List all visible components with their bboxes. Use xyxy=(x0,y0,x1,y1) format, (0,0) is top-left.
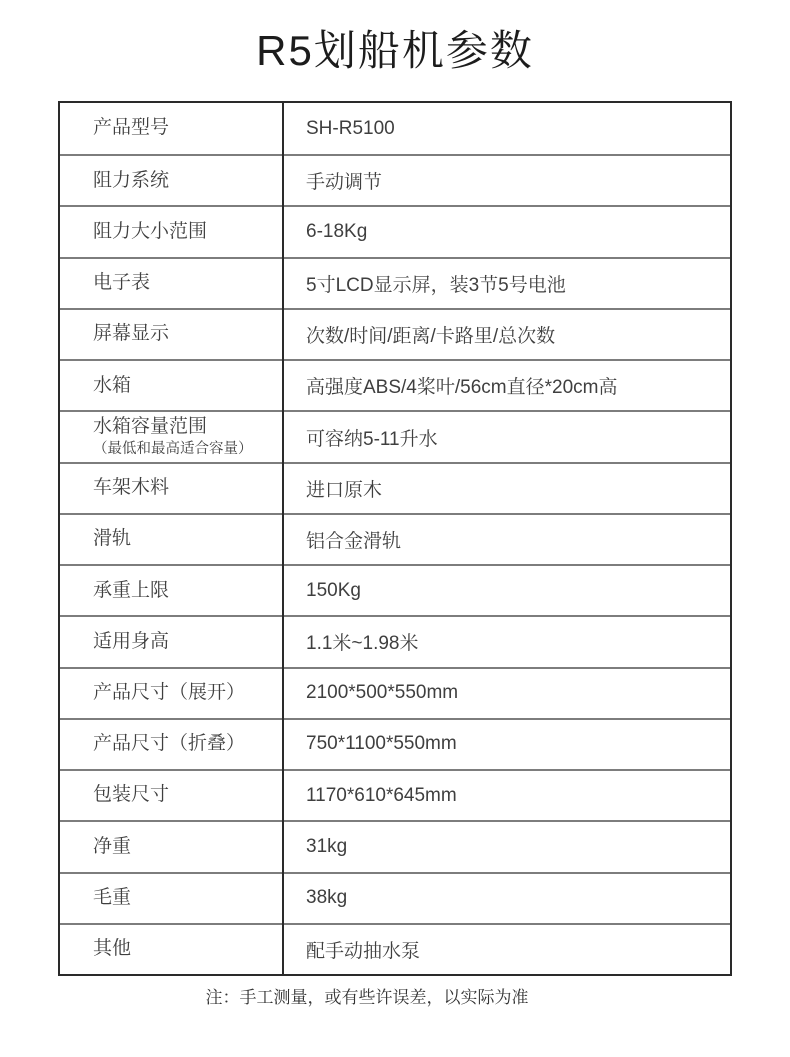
table-row xyxy=(60,308,730,359)
spec-value-cell: 5寸LCD显示屏，装3节5号电池 xyxy=(306,274,566,296)
spec-label-cell xyxy=(60,669,284,718)
table-row xyxy=(60,257,730,308)
table-row xyxy=(60,923,730,974)
spec-value-cell: SH-R5100 xyxy=(306,117,395,139)
table-row xyxy=(60,359,730,410)
spec-label-cell xyxy=(60,464,284,513)
spec-label-cell xyxy=(60,617,284,666)
spec-label: 产品尺寸（展开） xyxy=(93,681,246,703)
table-row xyxy=(60,410,730,461)
spec-table-rows xyxy=(60,103,730,974)
table-row xyxy=(60,667,730,718)
table-row xyxy=(60,205,730,256)
spec-label: 屏幕显示 xyxy=(93,323,170,345)
spec-value-cell: 2100*500*550mm xyxy=(306,682,459,704)
spec-value-cell: 进口原木 xyxy=(306,479,383,501)
table-row xyxy=(60,820,730,871)
spec-label: 其他 xyxy=(93,938,132,960)
spec-value-cell: 1170*610*645mm xyxy=(306,784,457,806)
table-row xyxy=(60,513,730,564)
spec-table xyxy=(58,101,732,976)
table-row xyxy=(60,462,730,513)
spec-label-cell xyxy=(60,412,284,461)
spec-value-cell: 1.1米~1.98米 xyxy=(306,633,419,655)
spec-label-cell xyxy=(60,720,284,769)
table-row xyxy=(60,615,730,666)
spec-label: 滑轨 xyxy=(93,528,132,550)
spec-value-cell: 手动调节 xyxy=(306,172,383,194)
spec-label-cell xyxy=(60,874,284,923)
spec-label: 包装尺寸 xyxy=(93,784,170,806)
spec-label: 适用身高 xyxy=(93,630,170,652)
spec-label-cell xyxy=(60,259,284,308)
spec-label-cell xyxy=(60,925,284,974)
spec-label: 产品尺寸（折叠） xyxy=(93,733,246,755)
spec-label: 毛重 xyxy=(93,886,132,908)
table-row xyxy=(60,564,730,615)
spec-value-cell: 次数/时间/距离/卡路里/总次数 xyxy=(306,326,556,348)
spec-label: 产品型号 xyxy=(93,117,170,139)
spec-value-cell: 31kg xyxy=(306,835,348,857)
spec-label: 电子表 xyxy=(93,272,151,294)
table-row xyxy=(60,769,730,820)
page-title: R5划船机参数 xyxy=(256,27,534,74)
spec-value-cell: 150Kg xyxy=(306,579,361,601)
spec-value-cell: 配手动抽水泵 xyxy=(306,940,421,962)
spec-label-cell xyxy=(60,515,284,564)
spec-label: 阻力大小范围 xyxy=(93,220,208,242)
spec-label: 承重上限 xyxy=(93,579,170,601)
spec-label: 水箱 xyxy=(93,374,132,396)
spec-label-cell xyxy=(60,156,284,205)
spec-label: 净重 xyxy=(93,835,132,857)
spec-value-cell: 可容纳5-11升水 xyxy=(306,428,438,450)
spec-label: 车架木料 xyxy=(93,477,170,499)
spec-label: 阻力系统 xyxy=(93,169,170,191)
spec-label-cell xyxy=(60,103,284,154)
table-row xyxy=(60,154,730,205)
spec-value-cell: 高强度ABS/4桨叶/56cm直径*20cm高 xyxy=(306,377,618,399)
spec-value-cell: 38kg xyxy=(306,887,348,909)
spec-value-cell: 铝合金滑轨 xyxy=(306,530,402,552)
spec-value-cell: 750*1100*550mm xyxy=(306,733,457,755)
footnote: 注：手工测量，或有些许误差，以实际为准 xyxy=(205,988,529,1007)
spec-label-cell xyxy=(60,822,284,871)
table-row xyxy=(60,872,730,923)
spec-label: 水箱容量范围 xyxy=(93,416,208,438)
spec-label-cell xyxy=(60,207,284,256)
spec-value-cell: 6-18Kg xyxy=(306,221,368,243)
spec-label-cell xyxy=(60,310,284,359)
column-divider xyxy=(282,103,284,974)
table-row xyxy=(60,718,730,769)
spec-label-cell xyxy=(60,566,284,615)
spec-label-cell xyxy=(60,771,284,820)
spec-sublabel: （最低和最高适合容量） xyxy=(93,440,253,457)
spec-label-cell xyxy=(60,361,284,410)
table-row xyxy=(60,103,730,154)
